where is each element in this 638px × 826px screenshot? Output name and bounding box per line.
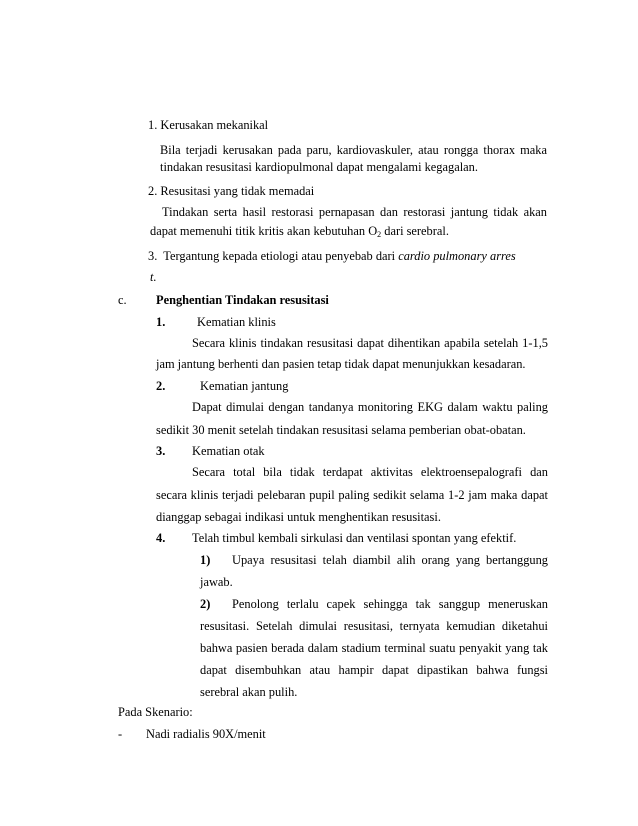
o2-symbol: $O_2$ [368,224,382,239]
paragraph-line: sedikit 30 menit setelah tindakan resusitasi selama pemberian obat-obatan. [156,423,526,437]
section-title: Penghentian Tindakan resusitasi [156,293,329,307]
paragraph-text: dari serebral. [384,224,449,238]
paragraph-line: resusitasi. Setelah dimulai resusitasi, ternyata kemudian diketahui [200,619,548,633]
paragraph-line: bahwa pasien berada dalam stadium terminal suatu penyakit yang tak [200,641,548,655]
subsection-title: Telah timbul kembali sirkulasi dan ventilasi spontan yang efektif. [192,531,517,545]
paragraph-line: Secara total bila tidak terdapat aktivitas elektroensepalografi dan [192,465,548,479]
subsection-number: 3. [156,444,166,458]
paragraph-text: dapat memenuhi titik kritis akan kebutuhan [150,224,366,238]
list-item-continuation: t. [150,270,157,284]
list-item-title-italic: cardio pulmonary arres [398,249,516,263]
subsection-number: 2. [156,379,166,393]
subsection-title: Kematian klinis [197,315,276,329]
paragraph-line: Tindakan serta hasil restorasi pernapasan dan restorasi jantung tidak akan [162,205,547,219]
paragraph-line: Penolong terlalu capek sehingga tak sanggup meneruskan [232,597,548,611]
paragraph-line: Dapat dimulai dengan tandanya monitoring EKG dalam waktu paling [192,400,548,414]
list-item-3-heading [148,248,516,264]
list-item-number: 2. [148,184,158,198]
list-item-number: 1. [148,118,158,132]
section-label: c. [118,293,127,307]
subsection-title: Kematian otak [192,444,265,458]
paragraph-line: tindakan resusitasi kardiopulmonal dapat mengalami kegagalan. [160,160,478,174]
paragraph-line: Upaya resusitasi telah diambil alih orang yang bertanggung [232,553,548,567]
subsection-number: 1. [156,315,166,329]
scenario-bullet: - [118,727,123,741]
paragraph-line: Bila terjadi kerusakan pada paru, kardiovaskuler, atau rongga thorax maka [160,143,547,157]
subitem-number: 1) [200,553,211,567]
list-item-2-heading [148,183,314,199]
paragraph-line: Secara klinis tindakan resusitasi dapat dihentikan apabila setelah 1-1,5 [192,336,548,350]
paragraph-line: jam jantung berhenti dan pasien tetap tidak dapat menunjukkan kesadaran. [156,357,526,371]
subsection-title: Kematian jantung [200,379,289,393]
list-item-title: Tergantung kepada etiologi atau penyebab dari [163,249,396,263]
scenario-title: Pada Skenario: [118,705,193,719]
scenario-item: Nadi radialis 90X/menit [146,727,266,741]
paragraph-line: jawab. [200,575,233,589]
subitem-number: 2) [200,597,211,611]
list-item-title: Kerusakan mekanikal [160,118,269,132]
paragraph-line: serebral akan pulih. [200,685,298,699]
list-item-number: 3. [148,249,158,263]
paragraph-line: dapat disembuhkan atau hampir dapat dipastikan bahwa fungsi [200,663,548,677]
paragraph-line: dianggap sebagai indikasi untuk menghentikan resusitasi. [156,510,441,524]
paragraph-line: secara klinis terjadi pelebaran pupil paling sedikit selama 1-2 jam maka dapat [156,488,548,502]
list-item-1-heading [148,117,268,133]
paragraph-line-o2 [150,223,449,243]
subsection-number: 4. [156,531,166,545]
list-item-title: Resusitasi yang tidak memadai [160,184,315,198]
